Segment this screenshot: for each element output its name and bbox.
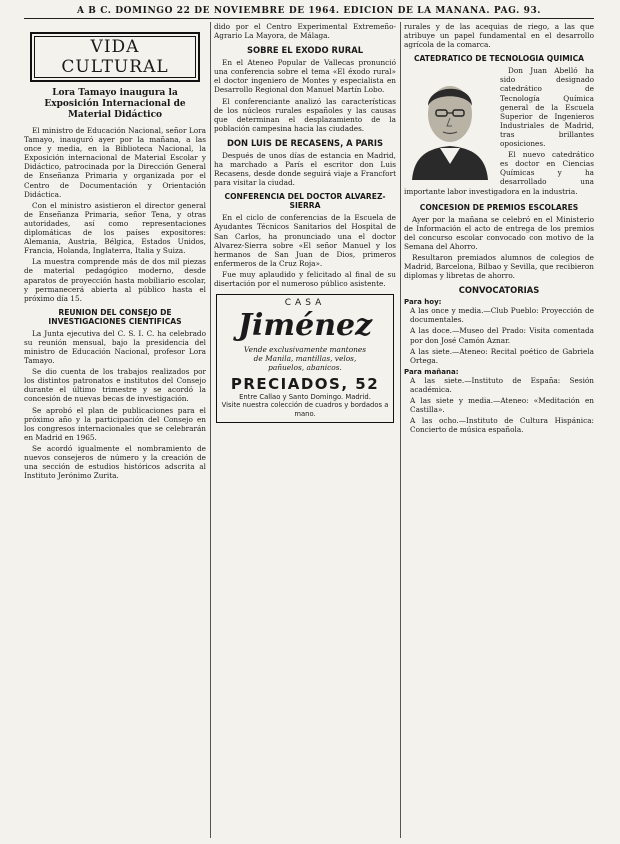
article-paragraph: La muestra comprende más de dos mil piezas de material pedagógico moderno, desde aparatos de proyección hasta mobiliario escolar, y permanecerá abierta al público hasta el próximo día 15. bbox=[24, 257, 206, 303]
article-paragraph: Se aprobó el plan de publicaciones para el próximo año y la participación del Consejo en los congresos internacionales que se celebrarán en Madrid en 1965. bbox=[24, 405, 206, 442]
article-headline: CONCESION DE PREMIOS ESCOLARES bbox=[419, 202, 579, 212]
ad-text: Vende exclusivamente mantones de Manila, mantillas, velos, pañuelos, abanicos. bbox=[243, 345, 367, 373]
listing-item: A las once y media.—Club Pueblo: Proyección de documentales. bbox=[410, 306, 594, 325]
article-headline: SOBRE EL EXODO RURAL bbox=[246, 45, 364, 56]
article-headline: CONVOCATORIAS bbox=[458, 285, 540, 296]
article-paragraph: Se dio cuenta de los trabajos realizados por los distintos patronatos e institutos del Consejo durante el último trimestre y se acordó la concesión de nuevas becas de investigación. bbox=[24, 367, 206, 404]
listing-item: A las siete.—Ateneo: Recital poético de Gabriela Ortega. bbox=[410, 346, 594, 365]
column-rule bbox=[210, 22, 211, 838]
article-paragraph: Fue muy aplaudido y felicitado al final de su disertación por el numeroso público asistente. bbox=[214, 269, 396, 288]
columns bbox=[24, 22, 594, 838]
article-paragraph: La Junta ejecutiva del C. S. I. C. ha celebrado su reunión mensual, bajo la presidencia del ministro de Educación Nacional, profesor Lora Tamayo. bbox=[24, 328, 206, 366]
advertisement bbox=[216, 294, 394, 423]
article-paragraph: Después de unos días de estancia en Madrid, ha marchado a París el escritor don Luis Recasens, desde donde seguirá viaje a Francfort para visitar la ciudad. bbox=[214, 150, 396, 188]
listing-subhead: Para hoy: bbox=[404, 298, 442, 307]
article-paragraph: Con el ministro asistieron el director general de Enseñanza Primaria, señor Tena, y otras autoridades, así como representaciones diplomáticas de los países expositores: Alemania, Austria, Bélgica, Estados Unidos, Francia, Holanda, Inglaterra, Italia y Suiza. bbox=[24, 200, 206, 256]
article-paragraph: En el ciclo de conferencias de la Escuela de Ayudantes Técnicos Sanitarios del Hospital de San Carlos, ha pronunciado una el doctor Alvarez-Sierra sobre «El señor Manuel y los hermanos de San Juan de Dios, primeros enfermeros de la Cruz Roja». bbox=[214, 213, 396, 268]
ad-street: PRECIADOS, 52 bbox=[230, 375, 380, 394]
column-2 bbox=[214, 22, 396, 838]
section-masthead: VIDA CULTURAL bbox=[30, 32, 200, 82]
listing-item: A las doce.—Museo del Prado: Visita comentada por don José Camón Aznar. bbox=[410, 326, 594, 345]
article-paragraph: El conferenciante analizó las características de los núcleos rurales españoles y las causas que determinan el desplazamiento de la población campesina hacia las ciudades. bbox=[214, 96, 396, 133]
article-paragraph: Ayer por la mañana se celebró en el Ministerio de Información el acto de entrega de los premios del concurso escolar convocado con motivo de la Semana del Ahorro. bbox=[404, 214, 594, 251]
page-header: A B C. DOMINGO 22 DE NOVIEMBRE DE 1964. EDICION DE LA MAÑANA. PAG. 93. bbox=[24, 6, 594, 19]
article-paragraph: Don Juan Abelló ha sido designado catedrático de Tecnología Química general de la Escuela Superior de Ingenieros Industriales de Madrid, tras brillantes oposiciones. bbox=[500, 66, 594, 149]
portrait-photo bbox=[404, 68, 496, 180]
listing-item: A las ocho.—Instituto de Cultura Hispánica: Concierto de música española. bbox=[410, 416, 594, 435]
article-paragraph: rurales y de las acequias de riego, a las que atribuye un papel fundamental en el desarrollo agrícola de la comarca. bbox=[404, 22, 594, 50]
article-paragraph: dido por el Centro Experimental Extremeño-Agrario La Mayora, de Málaga. bbox=[214, 22, 396, 41]
ad-casa: CASA bbox=[284, 298, 326, 309]
article-paragraph: El ministro de Educación Nacional, señor Lora Tamayo, inauguró ayer por la mañana, a las once y media, en la Biblioteca Nacional, la Exposición internacional de Material Escolar y Didáctico, patrocinada por la Dirección General de Enseñanza Primaria y organizada por el Centro de Documentación y Orientación Didáctica. bbox=[24, 126, 206, 199]
column-3 bbox=[404, 22, 594, 838]
article-headline: DON LUIS DE RECASENS, A PARIS bbox=[226, 137, 384, 148]
column-rule bbox=[400, 22, 401, 838]
portrait-image bbox=[404, 68, 496, 180]
ad-small: Entre Callao y Santo Domingo. Madrid. bbox=[239, 393, 371, 402]
listing-item: A las siete.—Instituto de España: Sesión académica. bbox=[410, 375, 594, 394]
listing-item: A las siete y media.—Ateneo: «Meditación en Castilla». bbox=[410, 396, 594, 415]
article-headline: CATEDRATICO DE TECNOLOGIA QUIMICA bbox=[413, 54, 585, 64]
article-paragraph: Se acordó igualmente el nombramiento de nuevos consejeros de número y la creación de una sección de estudios históricos adscrita al Instituto Jerónimo Zurita. bbox=[24, 443, 206, 481]
article-headline: CONFERENCIA DEL DOCTOR ALVAREZ-SIERRA bbox=[224, 192, 386, 211]
article-paragraph: En el Ateneo Popular de Vallecas pronunció una conferencia sobre el tema «El éxodo rural» el doctor ingeniero de Montes y especialista en Desarrollo Regional don Manuel Martín Lobo. bbox=[214, 58, 396, 95]
column-1 bbox=[24, 22, 206, 838]
article-paragraph: El nuevo catedrático es doctor en Ciencias Químicas y ha desarrollado una importante labor investigadora en la industria. bbox=[404, 150, 594, 196]
listing-subhead: Para mañana: bbox=[404, 367, 459, 376]
ad-brand: Jiménez bbox=[237, 308, 373, 344]
ad-small: Visite nuestra colección de cuadros y bordados a mano. bbox=[221, 401, 389, 418]
listing bbox=[404, 298, 594, 434]
newspaper-page bbox=[24, 6, 594, 838]
lead-headline: Lora Tamayo inaugura la Exposición Internacional de Material Didáctico bbox=[44, 88, 186, 120]
article-paragraph: Resultaron premiados alumnos de colegios de Madrid, Barcelona, Bilbao y Sevilla, que recibieron diplomas y libretas de ahorro. bbox=[404, 252, 594, 281]
article-headline: REUNION DEL CONSEJO DE INVESTIGACIONES CIENTIFICAS bbox=[48, 307, 182, 326]
